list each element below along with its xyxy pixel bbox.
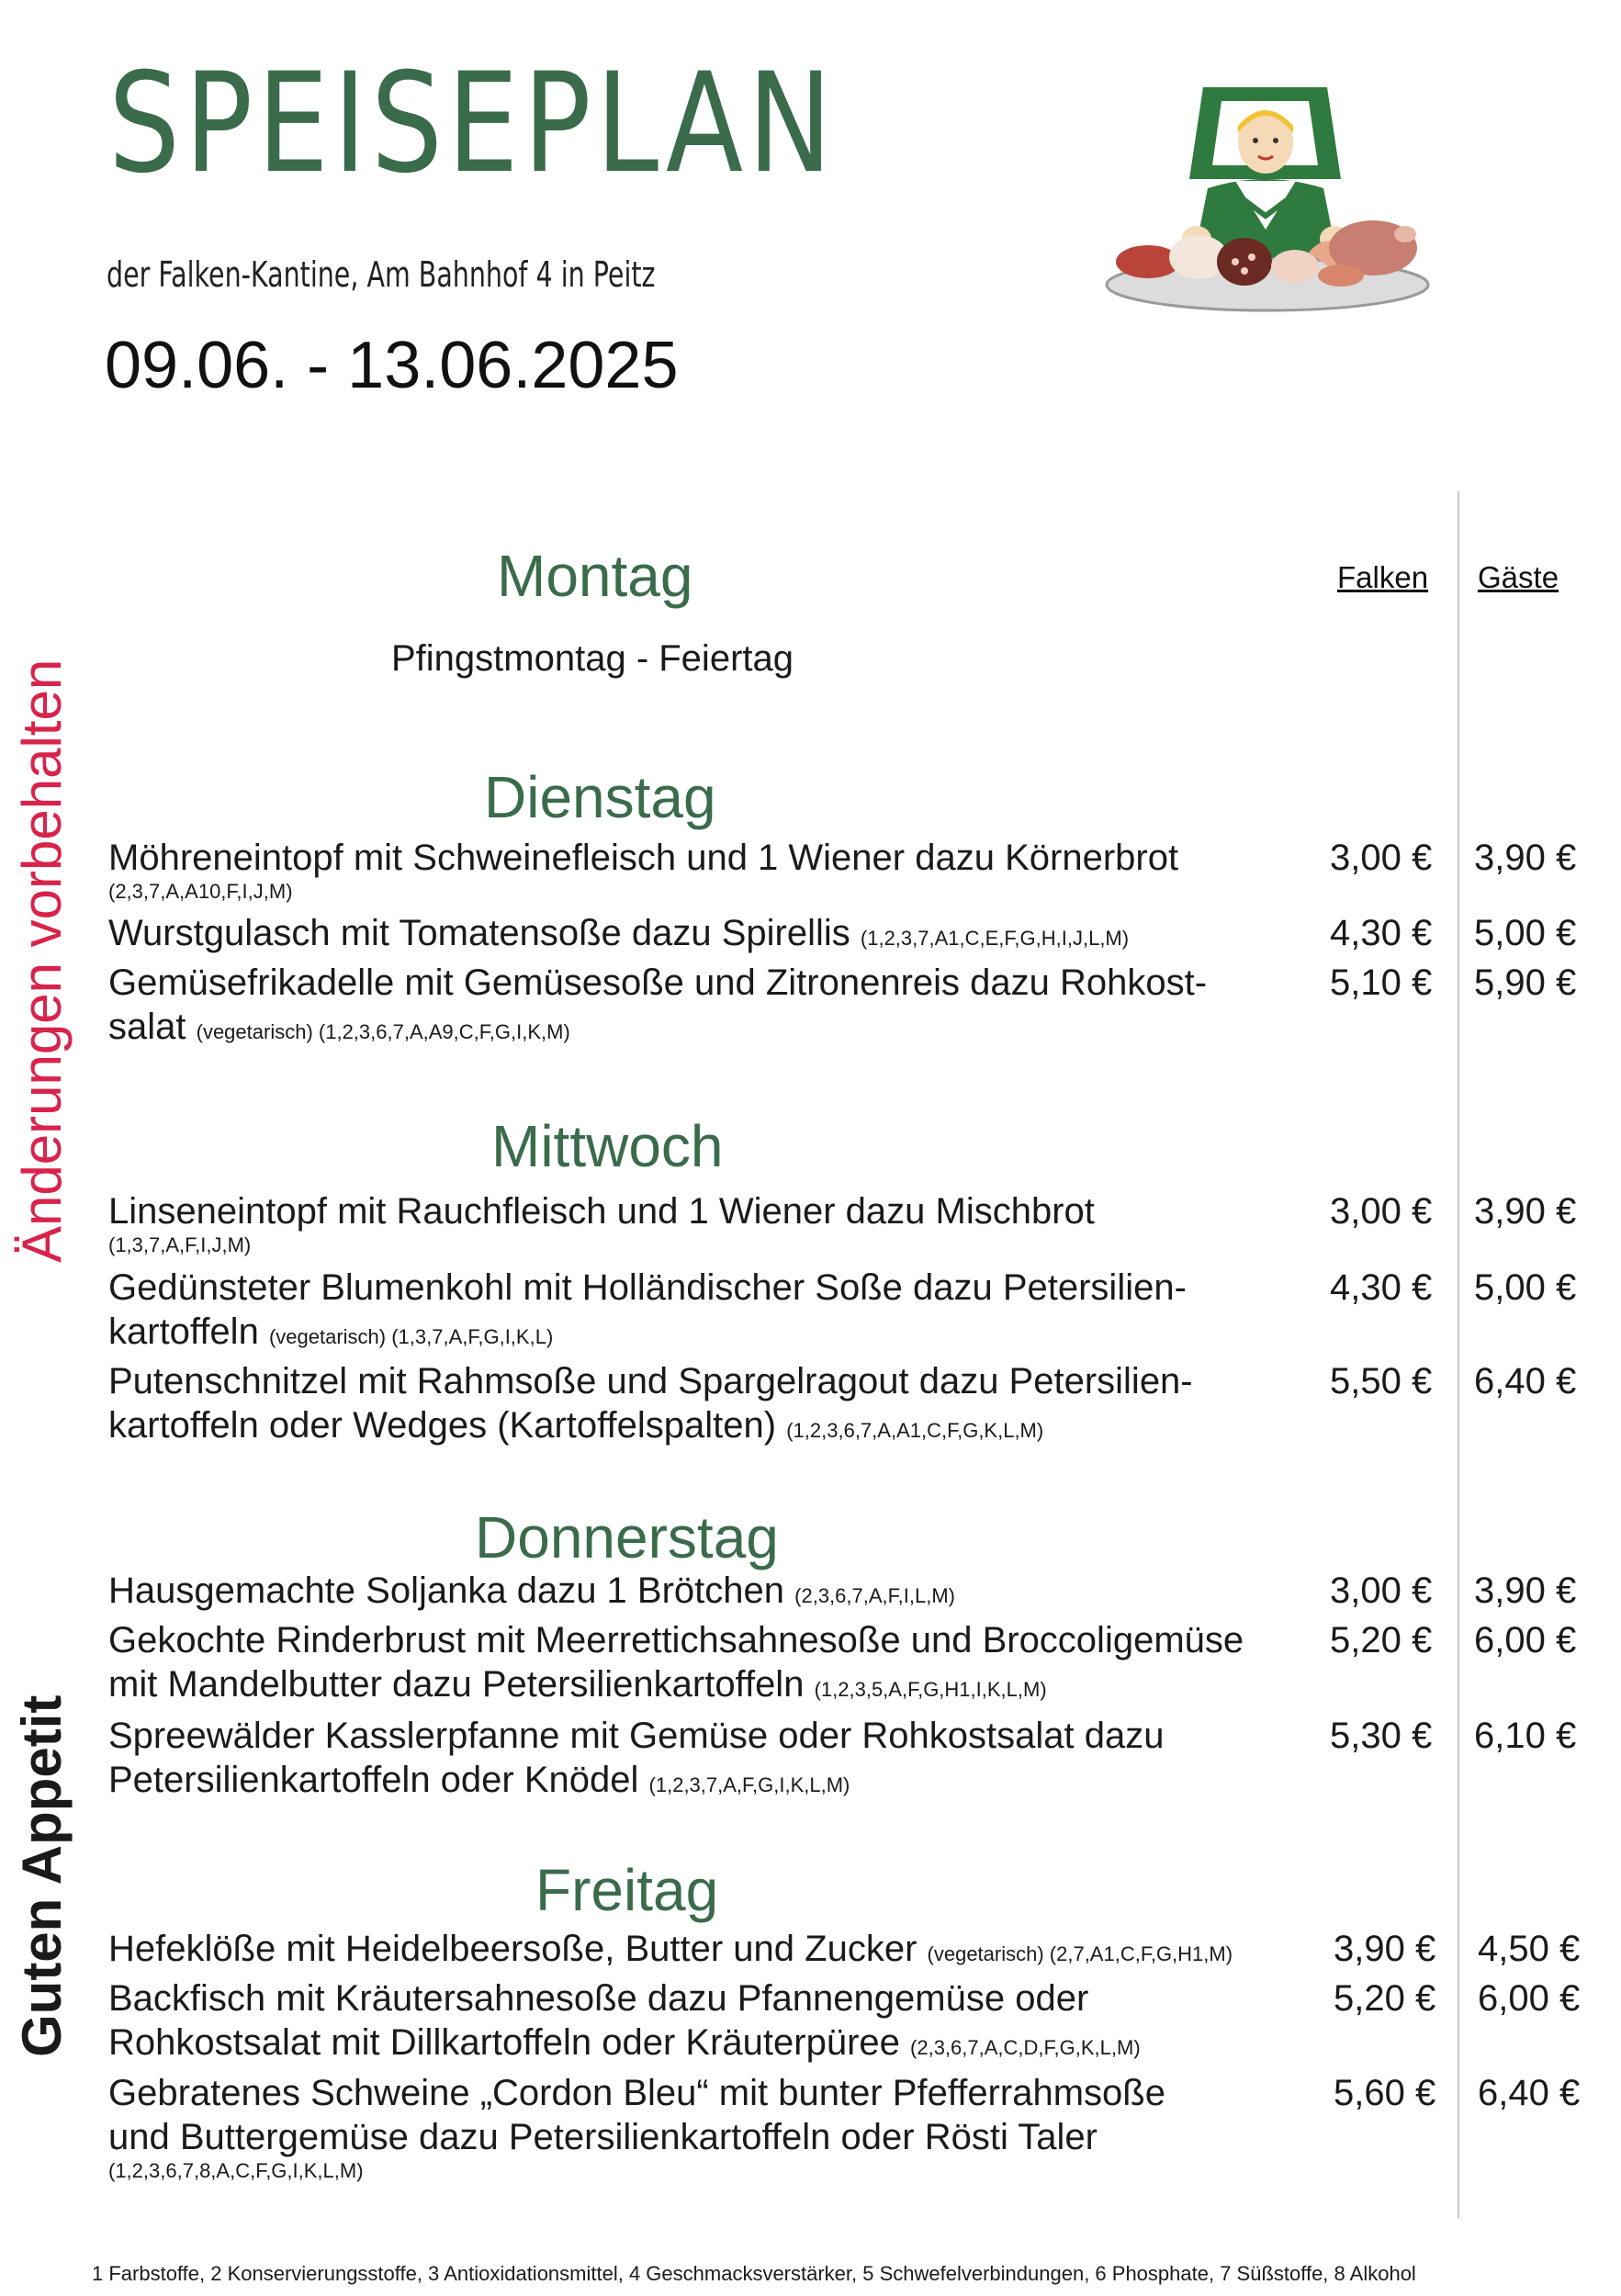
day-heading-mittwoch: Mittwoch [491, 1113, 724, 1179]
dish-name: Gemüsefrikadelle mit Gemüsesoße und Zitronenreis dazu Rohkost- salat [108, 962, 1208, 1047]
menu-item [108, 911, 1344, 961]
menu-item [108, 1976, 1344, 2070]
holiday-note: Pfingstmontag - Feiertag [391, 638, 794, 679]
allergen-codes: (1,2,3,6,7,A,A1,C,F,G,K,L,M) [786, 1419, 1044, 1442]
dish-name: Gedünsteter Blumenkohl mit Holländischer Soße dazu Petersilien- kartoffeln [108, 1267, 1187, 1352]
dish-name: Wurstgulasch mit Tomatensoße dazu Spirellis [108, 913, 850, 953]
column-header-gaeste: Gäste [1478, 560, 1559, 594]
allergen-codes: (1,2,3,7,A,F,G,I,K,L,M) [648, 1773, 850, 1796]
price-falken: 5,20 € [1330, 1620, 1433, 1660]
menu-item [108, 1266, 1344, 1359]
dish-name: Möhreneintopf mit Schweinefleisch und 1 Wiener dazu Körnerbrot [108, 838, 1179, 878]
price-falken: 3,90 € [1334, 1929, 1436, 1969]
allergen-codes: (1,2,3,5,A,F,G,H1,I,K,L,M) [814, 1678, 1047, 1701]
enjoy-meal-note: Guten Appetit [11, 1694, 73, 2057]
price-falken: 3,00 € [1330, 1570, 1433, 1611]
dish-name: Linseneintopf mit Rauchfleisch und 1 Wiener dazu Mischbrot [108, 1191, 1095, 1232]
dish-name: Gekochte Rinderbrust mit Meerrettichsahnesoße und Broccoligemüse mit Mandelbutter dazu Petersilienkartoffeln [108, 1620, 1244, 1705]
price-gaeste: 5,00 € [1474, 1267, 1577, 1308]
menu-item [108, 1189, 1344, 1257]
allergen-codes: (vegetarisch) (2,7,A1,C,F,G,H1,M) [927, 1942, 1233, 1965]
menu-item [108, 1714, 1344, 1807]
price-falken: 4,30 € [1330, 913, 1433, 953]
allergen-codes: (vegetarisch) (1,2,3,6,7,A,A9,C,F,G,I,K,M) [196, 1020, 570, 1043]
allergen-codes: (2,3,6,7,A,C,D,F,G,K,L,M) [910, 2036, 1141, 2059]
price-gaeste: 6,40 € [1478, 2073, 1581, 2113]
price-falken: 3,00 € [1330, 1191, 1433, 1232]
price-falken: 5,30 € [1330, 1716, 1433, 1756]
price-falken: 3,00 € [1330, 838, 1433, 878]
spreewald-woman-with-meat-platter-icon [1098, 78, 1437, 317]
allergen-codes: (1,3,7,A,F,I,J,M) [108, 1233, 252, 1256]
dish-name: Hefeklöße mit Heidelbeersoße, Butter und Zucker [108, 1929, 917, 1969]
allergen-codes: (vegetarisch) (1,3,7,A,F,G,I,K,L) [268, 1325, 554, 1348]
price-gaeste: 5,00 € [1474, 913, 1577, 953]
allergen-codes: (2,3,7,A,A10,F,I,J,M) [108, 880, 293, 903]
price-gaeste: 3,90 € [1474, 1191, 1577, 1232]
page-title: SPEISEPLAN [108, 44, 837, 204]
day-heading-montag: Montag [497, 543, 693, 609]
dish-name: Putenschnitzel mit Rahmsoße und Spargelragout dazu Petersilien- kartoffeln oder Wedges (Kartoffelspalten) [108, 1361, 1193, 1446]
price-gaeste: 6,10 € [1474, 1716, 1577, 1756]
menu-item [108, 1569, 1344, 1618]
day-heading-donnerstag: Donnerstag [475, 1504, 779, 1570]
page-subtitle: der Falken-Kantine, Am Bahnhof 4 in Peitz [107, 254, 656, 295]
price-column-divider [1458, 491, 1459, 2218]
changes-reserved-note: Änderungen vorbehalten [11, 658, 73, 1263]
menu-item [108, 1618, 1344, 1712]
day-heading-freitag: Freitag [535, 1857, 719, 1923]
price-gaeste: 6,40 € [1474, 1361, 1577, 1401]
price-falken: 5,50 € [1330, 1361, 1433, 1401]
price-gaeste: 5,90 € [1474, 962, 1577, 1003]
price-gaeste: 3,90 € [1474, 838, 1577, 878]
price-falken: 4,30 € [1330, 1267, 1433, 1308]
day-heading-dienstag: Dienstag [484, 764, 716, 830]
menu-item [108, 836, 1344, 904]
dish-name: Backfisch mit Kräutersahnesoße dazu Pfannengemüse oder Rohkostsalat mit Dillkartoffeln oder Kräuterpüree [108, 1978, 1089, 2063]
menu-item [108, 1359, 1344, 1453]
price-gaeste: 3,90 € [1474, 1570, 1577, 1611]
price-gaeste: 4,50 € [1478, 1929, 1581, 1969]
date-range: 09.06. - 13.06.2025 [105, 329, 679, 402]
dish-name: Spreewälder Kasslerpfanne mit Gemüse oder Rohkostsalat dazu Petersilienkartoffeln oder Knödel [108, 1716, 1165, 1800]
menu-item [108, 961, 1344, 1054]
additives-legend: 1 Farbstoffe, 2 Konservierungsstoffe, 3 Antioxidationsmittel, 4 Geschmacksverstärker, 5 Schwefelverbindungen, 6 Phosphate, 7 Süßstoffe, 8 Alkohol [92, 2262, 1416, 2285]
dish-name: Gebratenes Schweine „Cordon Bleu“ mit bunter Pfefferrahmsoße und Buttergemüse dazu Petersilienkartoffeln oder Rösti Taler [108, 2073, 1165, 2157]
allergen-codes: (1,2,3,6,7,8,A,C,F,G,I,K,L,M) [108, 2159, 364, 2182]
allergen-codes: (1,2,3,7,A1,C,E,F,G,H,I,J,L,M) [860, 927, 1130, 950]
price-gaeste: 6,00 € [1478, 1978, 1581, 2019]
column-header-falken: Falken [1337, 560, 1429, 594]
menu-item [108, 2071, 1344, 2183]
price-falken: 5,20 € [1334, 1978, 1436, 2019]
dish-name: Hausgemachte Soljanka dazu 1 Brötchen [108, 1570, 785, 1611]
price-gaeste: 6,00 € [1474, 1620, 1577, 1660]
price-falken: 5,60 € [1334, 2073, 1436, 2113]
allergen-codes: (2,3,6,7,A,F,I,L,M) [794, 1584, 955, 1607]
menu-item [108, 1927, 1344, 1976]
price-falken: 5,10 € [1330, 962, 1433, 1003]
